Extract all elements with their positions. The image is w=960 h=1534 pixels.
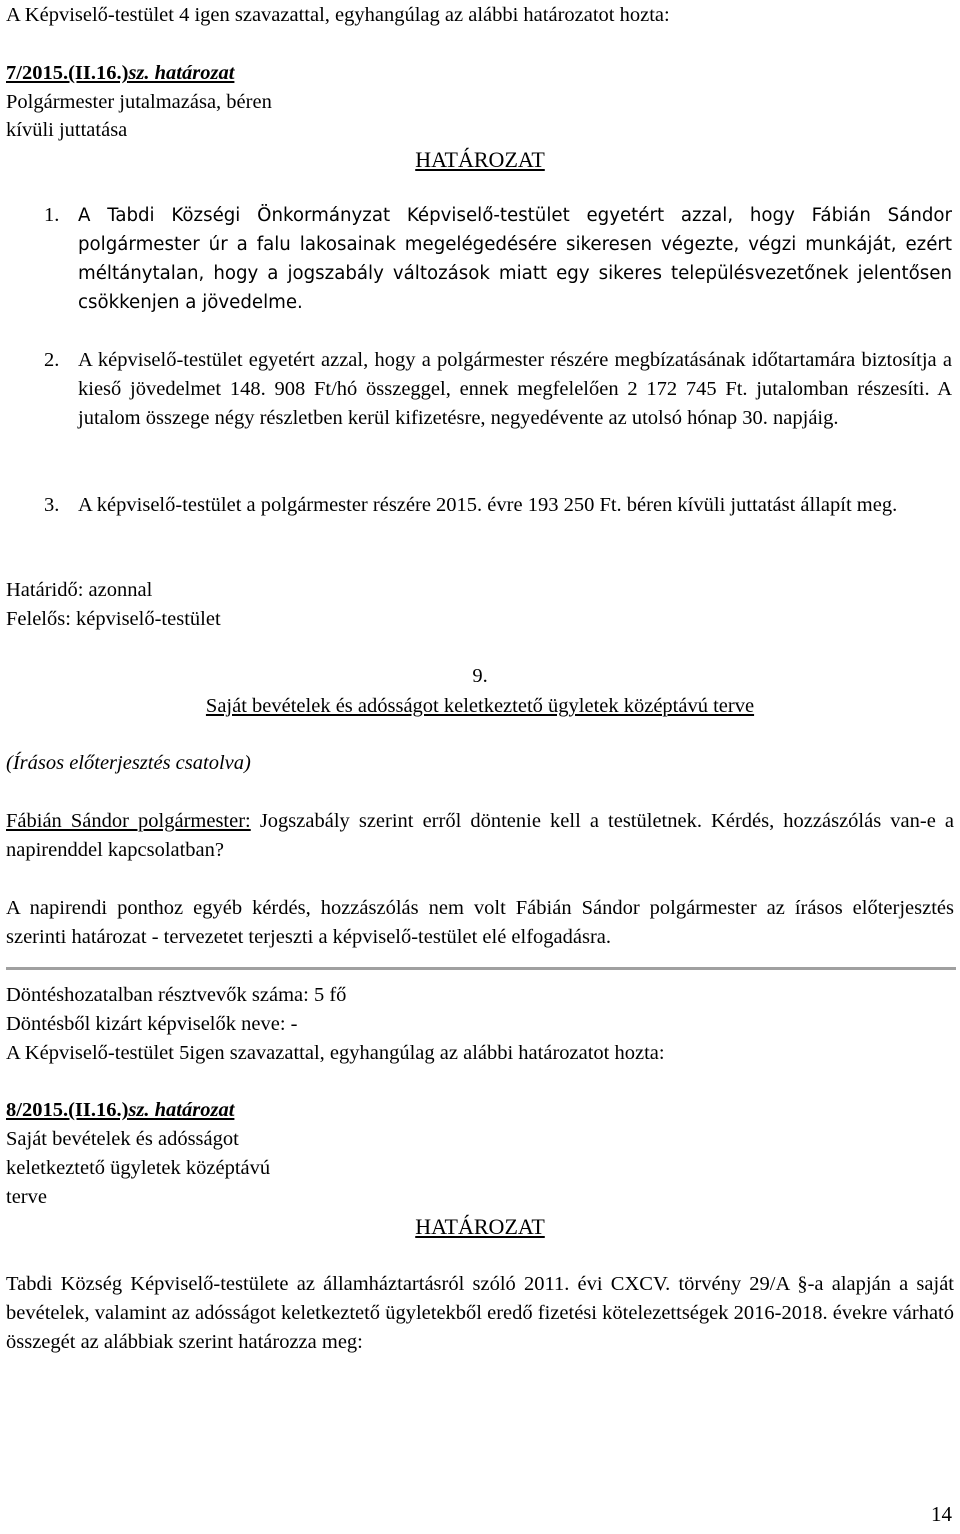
speech-text: Jogszabály szerint erről döntenie kell a testületnek. Kérdés, hozzászólás van-e a napirenddel kapcsolatban?	[6, 810, 954, 861]
vote-excluded: Döntésből kizárt képviselők neve: -	[6, 1013, 298, 1035]
speech-paragraph	[6, 807, 954, 865]
resolution-subject-line: kívüli juttatása	[6, 119, 128, 141]
resolution-number-text: 7/2015.(II.16.)	[6, 62, 129, 84]
resolution-heading: HATÁROZAT	[415, 147, 545, 172]
horizontal-divider	[6, 967, 956, 970]
closing-paragraph: A napirendi ponthoz egyéb kérdés, hozzászólás nem volt Fábián Sándor polgármester az írásos előterjesztés szerinti határozat - tervezetet terjeszti a képviselő-testület elé elfogadásra.	[6, 897, 954, 948]
vote-statement-top: A Képviselő-testület 4 igen szavazattal, egyhangúlag az alábbi határozatot hozta:	[6, 4, 670, 26]
resolution-suffix: sz. határozat	[128, 1099, 235, 1121]
agenda-title: Saját bevételek és adósságot keletkeztető ügyletek középtávú terve	[205, 695, 755, 717]
item-text: A képviselő-testület egyetért azzal, hogy a polgármester részére megbízatásának időtartamára biztosítja a kieső jövedelmet 148. 908 Ft/hó összeggel, ennek megfelelően 2 172 745 Ft. jutalomban részesíti. A jutalom összege négy részletben kerül kifizetésre, negyedévente az utolsó hónap 30. napjáig.	[78, 349, 952, 429]
resolution-number-text: 8/2015.(II.16.)	[6, 1099, 129, 1121]
resolution-number	[6, 59, 954, 88]
resolution-subject-line: keletkeztető ügyletek középtávú	[6, 1157, 271, 1179]
item-number: 2.	[44, 349, 60, 371]
vote-participants: Döntéshozatalban résztvevők száma: 5 fő	[6, 984, 347, 1006]
resolution-body: Tabdi Község Képviselő-testülete az államháztartásról szóló 2011. évi CXCV. törvény 29/A §-a alapján a saját bevételek, valamint az adósságot keletkeztető ügyletekből eredő fizetési kötelezettségek 2016-2018. évekre várható összegét az alábbiak szerint határozza meg:	[6, 1273, 954, 1353]
resolution-number	[6, 1096, 954, 1125]
resolution-heading: HATÁROZAT	[415, 1214, 545, 1239]
page-number: 14	[931, 1502, 952, 1526]
responsible: Felelős: képviselő-testület	[6, 608, 221, 630]
deadline: Határidő: azonnal	[6, 579, 153, 601]
vote-statement: A Képviselő-testület 5igen szavazattal, egyhangúlag az alábbi határozatot hozta:	[6, 1042, 665, 1064]
agenda-number: 9.	[472, 665, 488, 687]
item-number: 1.	[44, 204, 60, 226]
resolution-subject-line: Polgármester jutalmazása, béren	[6, 91, 272, 113]
item-number: 3.	[44, 494, 60, 516]
resolution-subject-line: terve	[6, 1186, 47, 1208]
speaker-name: Fábián Sándor polgármester:	[6, 810, 251, 832]
item-text: A Tabdi Községi Önkormányzat Képviselő-testület egyetért azzal, hogy Fábián Sándor polgármester úr a falu lakosainak megelégedésére sikeresen végezte, végzi munkáját, ezért méltánytalan, hogy a jogszabály változások miatt egy sikeres településvezetőnek jelentősen csökkenjen a jövedelme.	[78, 205, 952, 313]
item-text: A képviselő-testület a polgármester részére 2015. évre 193 250 Ft. béren kívüli juttatást állapít meg.	[78, 494, 898, 516]
resolution-suffix: sz. határozat	[128, 62, 235, 84]
attachment-note: (Írásos előterjesztés csatolva)	[6, 752, 251, 774]
resolution-subject-line: Saját bevételek és adósságot	[6, 1128, 239, 1150]
